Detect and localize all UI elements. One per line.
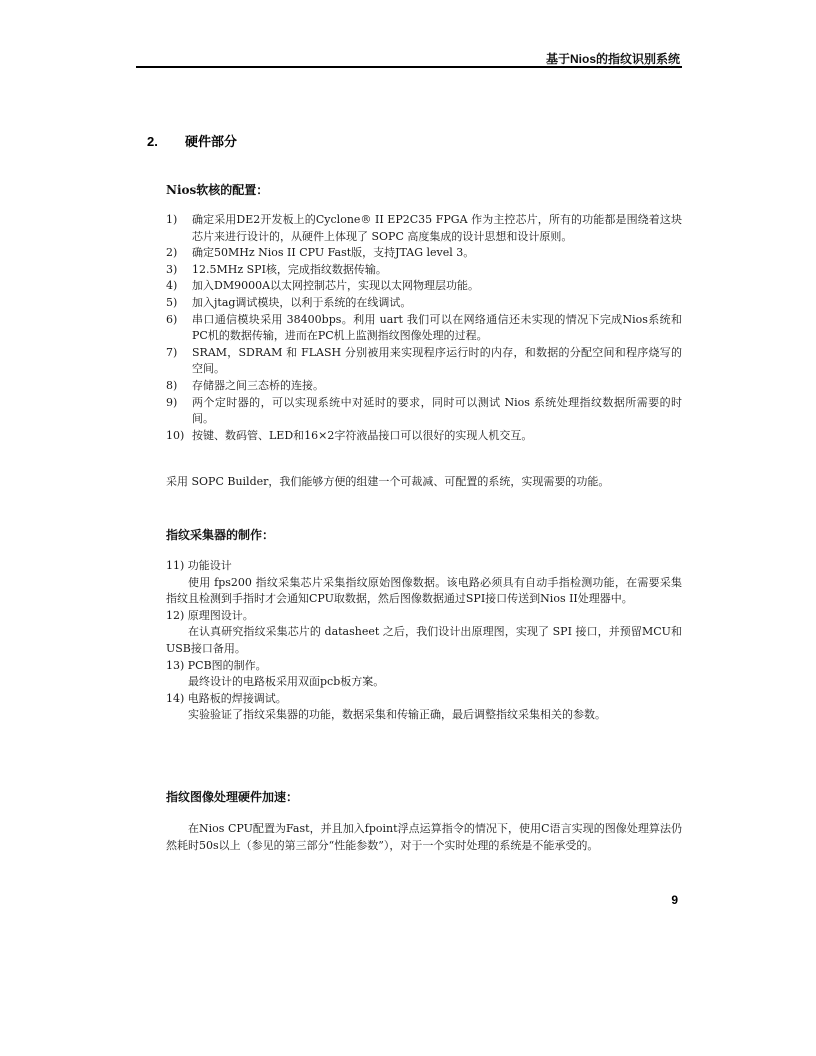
list-item-number: 3) — [166, 262, 178, 276]
list-item-number: 1) — [166, 213, 178, 226]
running-header: 基于Nios的指纹识别系统 — [545, 52, 680, 66]
list-item — [166, 312, 682, 345]
collector-heading: 指纹采集器的制作： — [166, 528, 275, 542]
accel-paragraph: 在Nios CPU配置为Fast，并且加入fpoint浮点运算指令的情况下，使用C语言实现的图像处理算法仍然耗时50s以上（参见的第三部分“性能参数”），对于一个实时处理的系统是不能承受的。 — [166, 822, 682, 852]
step-body: 使用 fps200 指纹采集芯片采集指纹原始图像数据。该电路必须具有自动手指检测功能，在需要采集指纹且检测到手指时才会通知CPU取数据，然后图像数据通过SPI接口传送到Nios II处理器中。 — [166, 575, 682, 606]
list-item — [166, 378, 682, 395]
list-item-number: 9) — [166, 395, 178, 409]
list-item — [166, 345, 682, 378]
list-item — [166, 212, 682, 245]
step-heading: 11) 功能设计 — [166, 559, 232, 572]
list-item-text: 确定50MHz Nios II CPU Fast版，支持JTAG level 3。 — [192, 246, 475, 260]
collector-steps — [166, 558, 682, 724]
header-rule — [136, 66, 682, 68]
step-body: 最终设计的电路板采用双面pcb板方案。 — [188, 675, 385, 689]
list-item-text: 12.5MHz SPI核，完成指纹数据传输。 — [192, 262, 387, 276]
page-number: 9 — [671, 893, 678, 907]
step-heading: 12) 原理图设计。 — [166, 608, 254, 622]
list-item — [166, 245, 682, 262]
list-item-number: 4) — [166, 279, 178, 293]
list-item-text: 加入jtag调试模块，以利于系统的在线调试。 — [192, 295, 412, 309]
list-item-number: 10) — [166, 428, 185, 442]
list-item-number: 6) — [166, 312, 178, 326]
list-item-text: 存储器之间三态桥的连接。 — [192, 378, 324, 392]
section-number: 2. — [147, 134, 158, 149]
step-heading: 13) PCB图的制作。 — [166, 658, 267, 672]
accel-heading: 指纹图像处理硬件加速： — [166, 790, 299, 804]
list-item-text: 加入DM9000A以太网控制芯片，实现以太网物理层功能。 — [192, 279, 480, 293]
nios-config-summary: 采用 SOPC Builder，我们能够方便的组建一个可裁减、可配置的系统，实现需要的功能。 — [166, 475, 610, 488]
list-item-number: 8) — [166, 378, 178, 392]
list-item — [166, 278, 682, 295]
step-body: 在认真研究指纹采集芯片的 datasheet 之后，我们设计出原理图，实现了 SPI 接口，并预留MCU和USB接口备用。 — [166, 625, 682, 655]
section-title-text: 硬件部分 — [185, 134, 238, 149]
list-item — [166, 428, 682, 445]
list-item-number: 7) — [166, 345, 178, 359]
list-item-text: 按键、数码管、LED和16×2字符液晶接口可以很好的实现人机交互。 — [192, 428, 533, 442]
step-body: 实验验证了指纹采集器的功能，数据采集和传输正确，最后调整指纹采集相关的参数。 — [188, 708, 606, 722]
list-item — [166, 295, 682, 312]
list-item — [166, 262, 682, 279]
step-heading: 14) 电路板的焊接调试。 — [166, 691, 287, 705]
list-item-text: SRAM，SDRAM 和 FLASH 分别被用来实现程序运行时的内存，和数据的分配空间和程序烧写的空间。 — [192, 345, 682, 376]
nios-config-list — [166, 212, 682, 444]
list-item-text: 两个定时器的，可以实现系统中对延时的要求，同时可以测试 Nios 系统处理指纹数据所需要的时间。 — [192, 395, 682, 426]
nios-config-heading: Nios软核的配置： — [166, 183, 269, 197]
list-item-number: 2) — [166, 246, 178, 260]
list-item-text: 确定采用DE2开发板上的Cyclone® II EP2C35 FPGA 作为主控芯片，所有的功能都是围绕着这块芯片来进行设计的，从硬件上体现了 SOPC 高度集成的设计思想和设计原则。 — [192, 213, 682, 243]
list-item-number: 5) — [166, 295, 178, 309]
list-item — [166, 395, 682, 428]
section-title — [147, 131, 237, 150]
list-item-text: 串口通信模块采用 38400bps。利用 uart 我们可以在网络通信还未实现的情况下完成Nios系统和PC机的数据传输，进而在PC机上监测指纹图像处理的过程。 — [192, 312, 682, 343]
